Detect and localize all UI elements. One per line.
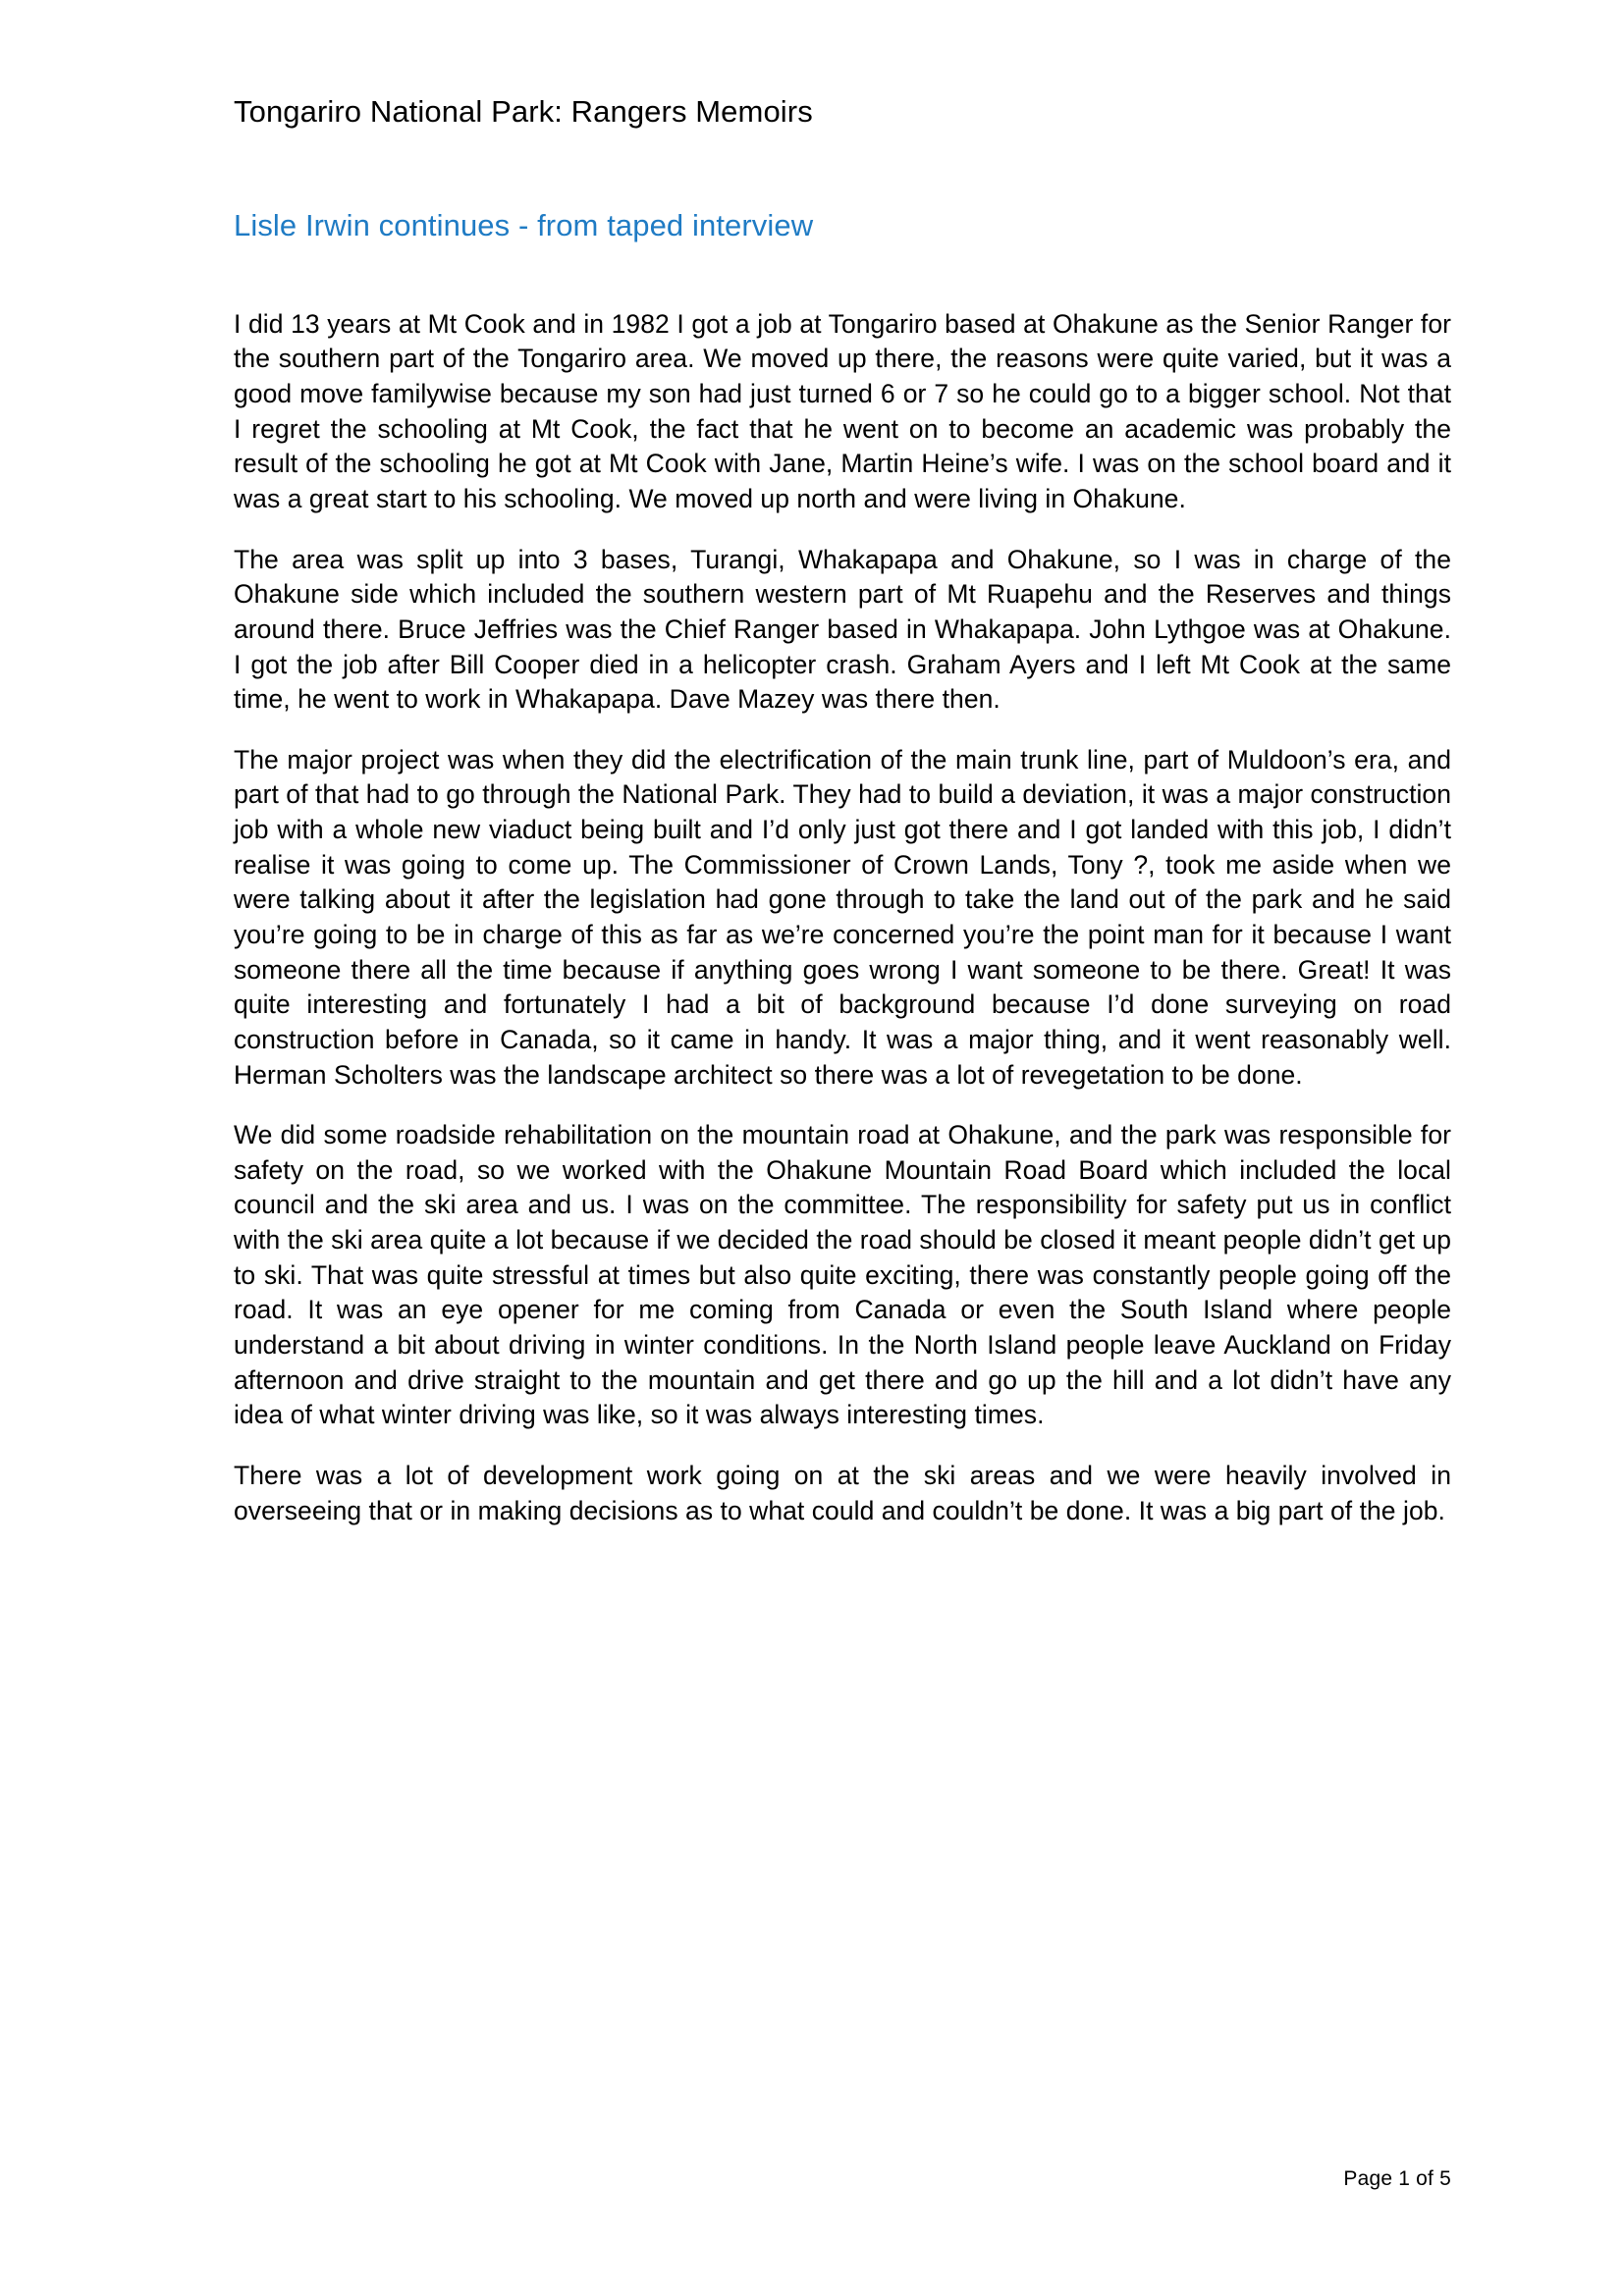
paragraph: I did 13 years at Mt Cook and in 1982 I got a job at Tongariro based at Ohakune as the Senior Ranger for the southern part of the Tongariro area. We moved up there, the reasons were quite varied, but it was a good move familywise because my son had just turned 6 or 7 so he could go to a bigger school. Not that I regret the schooling at Mt Cook, the fact that he went on to become an academic was probably the result of the schooling he got at Mt Cook with Jane, Martin Heine’s wife. I was on the school board and it was a great start to his schooling. We moved up north and were living in Ohakune.: [234, 308, 1451, 513]
page-title: Tongariro National Park: Rangers Memoirs: [234, 94, 813, 129]
paragraph: There was a lot of development work going on at the ski areas and we were heavily involved in overseeing that or in making decisions as to what could and couldn’t be done. It was a big part of the job.: [234, 1460, 1451, 1525]
paragraph: The area was split up into 3 bases, Turangi, Whakapapa and Ohakune, so I was in charge of the Ohakune side which included the southern western part of Mt Ruapehu and the Reserves and things around there. Bruce Jeffries was the Chief Ranger based in Whakapapa. John Lythgoe was at Ohakune. I got the job after Bill Cooper died in a helicopter crash. Graham Ayers and I left Mt Cook at the same time, he went to work in Whakapapa. Dave Mazey was there then.: [234, 544, 1451, 715]
page-footer: Page 1 of 5: [1343, 2167, 1451, 2190]
paragraph: We did some roadside rehabilitation on the mountain road at Ohakune, and the park was responsible for safety on the road, so we worked with the Ohakune Mountain Road Board which included the local council and the ski area and us. I was on the committee. The responsibility for safety put us in conflict with the ski area quite a lot because if we decided the road should be closed it meant people didn’t get up to ski. That was quite stressful at times but also quite exciting, there was constantly people going off the road. It was an eye opener for me coming from Canada or even the South Island where people understand a bit about driving in winter conditions. In the North Island people leave Auckland on Friday afternoon and drive straight to the mountain and get there and go up the hill and a lot didn’t have any idea of what winter driving was like, so it was always interesting times.: [234, 1120, 1451, 1430]
document-body: [234, 93, 1451, 1528]
section-heading: Lisle Irwin continues - from taped interview: [234, 207, 814, 242]
paragraph: The major project was when they did the electrification of the main trunk line, part of Muldoon’s era, and part of that had to go through the National Park. They had to build a deviation, it was a major construction job with a whole new viaduct being built and I’d only just got there and I got landed with this job, I didn’t realise it was going to come up. The Commissioner of Crown Lands, Tony ?, took me aside when we were talking about it after the legislation had gone through to take the land out of the park and he said you’re going to be in charge of this as far as we’re concerned you’re the point man for it because I want someone there all the time because if anything goes wrong I want someone to be there. Great! It was quite interesting and fortunately I had a bit of background because I’d done surveying on road construction before in Canada, so it came in handy. It was a major thing, and it went reasonably well. Herman Scholters was the landscape architect so there was a lot of revegetation to be done.: [234, 744, 1451, 1090]
